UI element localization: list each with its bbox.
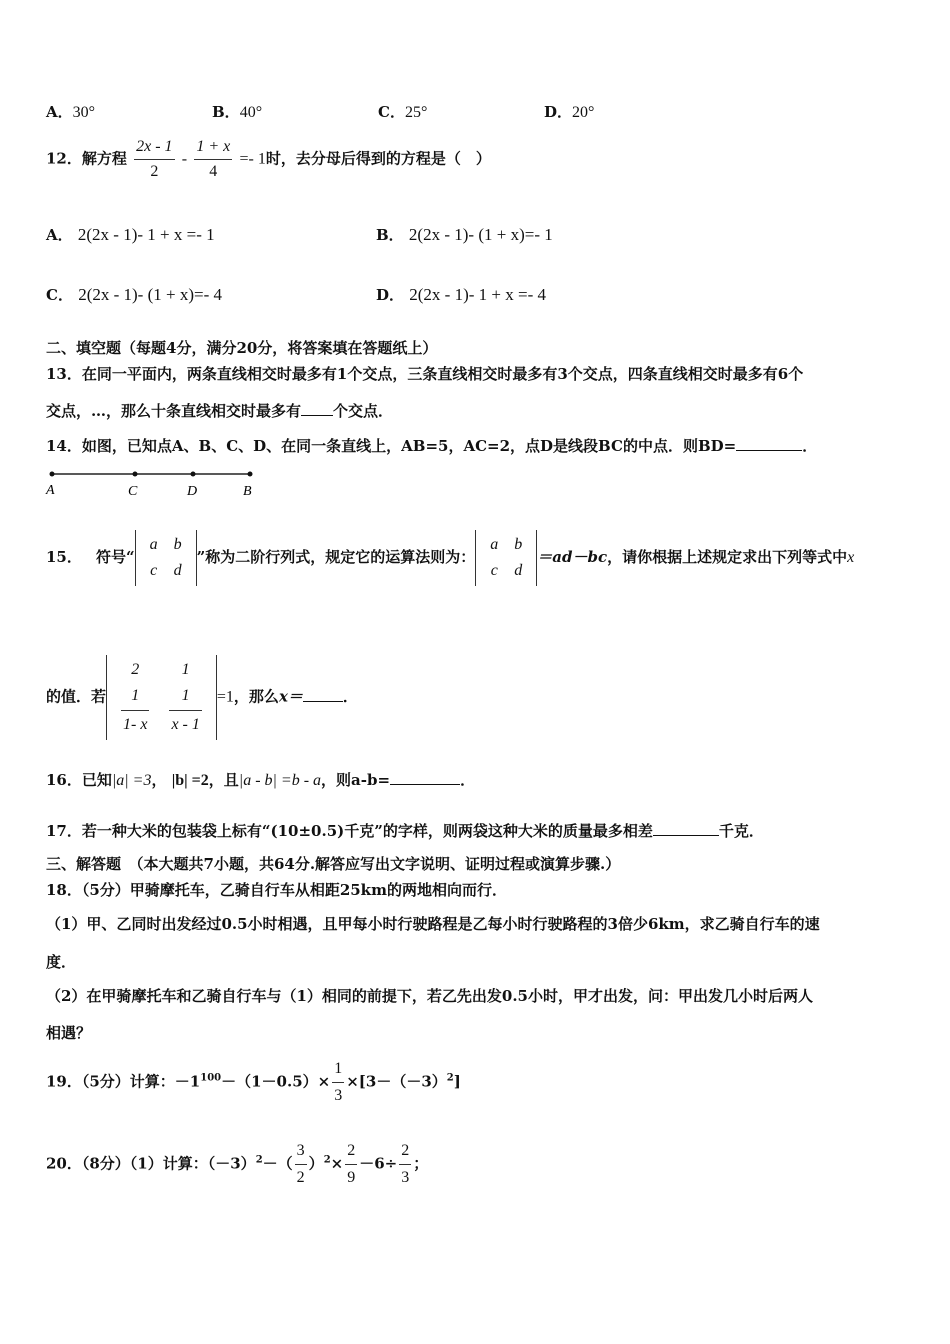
q14-label-b: B [243,484,252,499]
q16-stem: 16．已知|a| =3， |b| =2，且|a - b| =b - a，则a-b= ． [46,771,476,789]
q12-frac-2: $\frac{1 + x}{4}$ [196,138,231,180]
q14-point-b [248,472,253,477]
q11-option-c: C．25° [378,103,428,121]
q20-frac-2: $\frac{2}{9}$ [347,1142,356,1186]
q12-option-b: B． 2(2x - 1)- (1 + x)=- 1 [376,225,553,244]
q11-option-a: A．30° [46,103,96,121]
q14-label-d: D [187,484,198,499]
q15-blank [303,701,343,702]
q18-line-3: 度． [46,953,77,971]
q12-option-a: A． 2(2x - 1)- 1 + x =- 1 [46,225,215,244]
q15-det-symbol: a b c d [135,530,197,586]
q12-frac-1: $\frac{2x - 1}{2}$ [136,138,173,180]
q15-line-1: 15． 符号“ a b c d ”称为二阶行列式，规定它的运算法则为： a b c d ＝ad－bc，请你根据上述规定求出下列等式中x [46,530,854,586]
q18-line-4: （2）在甲骑摩托车和乙骑自行车与（1）相同的前提下，若乙先出发0.5小时，甲才出发，问：甲出发几小时后两人 [46,987,813,1005]
q15-det-rule: a b c d [475,530,537,586]
q14-point-c [133,472,138,477]
q18-line-2: （1）甲、乙同时出发经过0.5小时相遇，且甲每小时行驶路程是乙每小时行驶路程的3倍少6km，求乙骑自行车的速 [46,915,820,933]
q14-label-a: A [46,483,55,498]
q15-line-2: 的值．若 2 1 $\frac{1}{1- x}$ $\frac{1}{x - 1}$ =1，那么x＝ ． [46,655,358,740]
q12-options-row2 [46,285,546,305]
q11-options [46,102,594,123]
q19-stem: 19．（5分）计算：$-1^{100}-(1-0.5)\times$ $\frac{1}{3}$ $\times[3-(-3)^2]$ [46,1058,461,1107]
q19-frac: $\frac{1}{3}$ [334,1060,343,1104]
q15-det-equation: 2 1 $\frac{1}{1- x}$ $\frac{1}{x - 1}$ [106,655,217,740]
q20-frac-3: $\frac{2}{3}$ [401,1142,410,1186]
q18-line-5: 相遇？ [46,1024,92,1042]
q14-stem: 14．如图，已知点A、B、C、D、在同一条直线上，AB=5，AC=2，点D是线段BC的中点．则BD= ． [46,437,818,455]
q12-option-c: C． 2(2x - 1)- (1 + x)=- 4 [46,285,222,304]
section-2-heading: 二、填空题（每题4分，满分20分，将答案填在答题纸上） [46,339,438,357]
q14-point-d [191,472,196,477]
q17-stem: 17．若一种大米的包装袋上标有“(10±0.5)千克”的字样，则两袋这种大米的质量最多相差 千克． [46,822,764,840]
q14-line-diagram [40,464,270,500]
q12-options-row1 [46,225,553,245]
q12-option-d: D． 2(2x - 1)- 1 + x =- 4 [376,285,546,304]
q13-line-2: 交点，…，那么十条直线相交时最多有 个交点． [46,402,394,420]
q11-option-d: D．20° [544,103,595,121]
q20-frac-1: $\frac{3}{2}$ [296,1142,305,1186]
q18-line-1: 18．（5分）甲骑摩托车，乙骑自行车从相距25km的两地相向而行． [46,881,507,899]
q13-line-1: 13．在同一平面内，两条直线相交时最多有1个交点，三条直线相交时最多有3个交点，四条直线相交时最多有6个 [46,365,804,383]
q16-blank [390,784,460,785]
q14-label-c: C [128,484,138,499]
q11-option-b: B．40° [212,103,263,121]
section-3-heading: 三、解答题 （本大题共7小题，共64分.解答应写出文字说明、证明过程或演算步骤.） [46,855,621,873]
q13-blank [301,415,333,416]
q14-point-a [50,472,55,477]
q14-blank [736,450,802,451]
q12-stem: 12．解方程 $\frac{2x - 1}{2}$ - $\frac{1 + x}{4}$ =- 1时，去分母后得到的方程是（ ） [46,138,491,180]
q17-blank [653,835,719,836]
q20-stem: 20．（8分）（1）计算：$(-3)^2-$（ $\frac{3}{2}$ ）$^2$× $\frac{2}{9}$ －6÷ $\frac{2}{3}$ ； [46,1140,428,1189]
